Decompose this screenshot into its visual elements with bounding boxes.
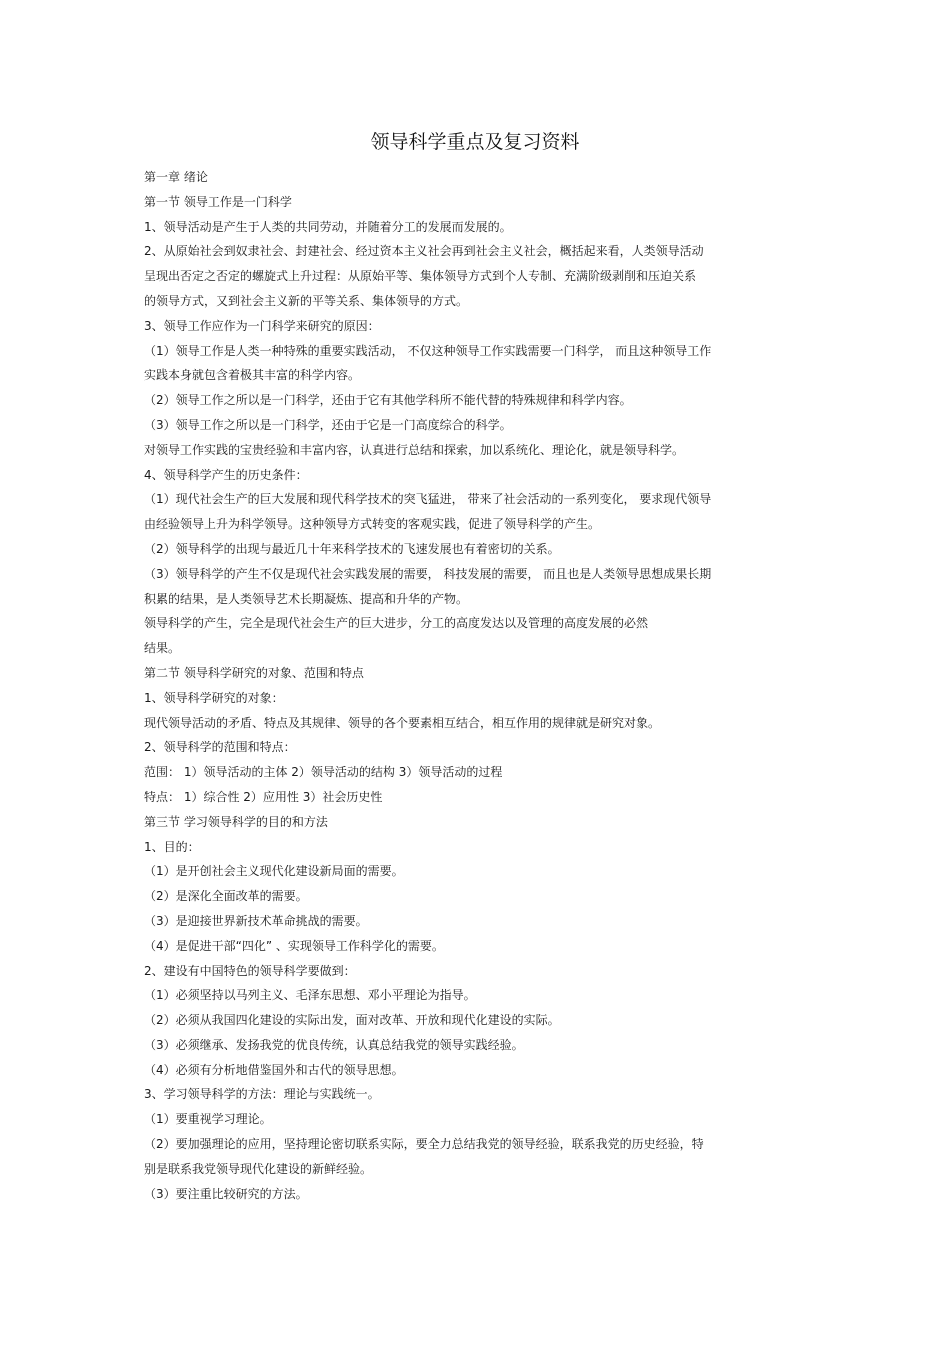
text-line: （4）必须有分析地借鉴国外和古代的领导思想。 [144,1062,404,1077]
text-line: （1）必须坚持以马列主义、毛泽东思想、邓小平理论为指导。 [144,988,476,1003]
document-title: 领导科学重点及复习资料 [370,131,580,153]
text-line: （2）是深化全面改革的需要。 [144,889,308,904]
text-line: 第一章 绪论 [144,170,208,184]
text-line: （3）是迎接世界新技术革命挑战的需要。 [144,913,368,928]
text-line: 别是联系我党领导现代化建设的新鲜经验。 [144,1161,373,1176]
text-line: （3）领导科学的产生不仅是现代社会实践发展的需要， 科技发展的需要， 而且也是人类领导思想成果长期 [144,566,712,581]
text-line: 1、领导科学研究的对象： [144,690,284,705]
text-line: 4、领导科学产生的历史条件： [144,467,308,482]
text-line: 3、领导工作应作为一门科学来研究的原因： [144,318,380,333]
text-line: 3、学习领导科学的方法：理论与实践统一。 [144,1087,380,1102]
text-line: 积累的结果，是人类领导艺术长期凝炼、提高和升华的产物。 [144,591,469,606]
text-line: （1）现代社会生产的巨大发展和现代科学技术的突飞猛进， 带来了社会活动的一系列变化， 要求现代领导 [144,492,712,507]
text-line: （2）领导科学的出现与最近几十年来科学技术的飞速发展也有着密切的关系。 [144,541,560,556]
text-line: 由经验领导上升为科学领导。这种领导方式转变的客观实践，促进了领导科学的产生。 [144,517,601,532]
text-line: （3）要注重比较研究的方法。 [144,1186,308,1201]
text-line: 的领导方式，又到社会主义新的平等关系、集体领导的方式。 [144,293,469,308]
text-line: 对领导工作实践的宝贵经验和丰富内容，认真进行总结和探索，加以系统化、理论化，就是领导科学。 [144,442,685,457]
text-line: 范围： 1）领导活动的主体 2）领导活动的结构 3）领导活动的过程 [144,765,503,780]
text-line: 特点： 1）综合性 2）应用性 3）社会历史性 [144,789,383,804]
text-line: 呈现出否定之否定的螺旋式上升过程：从原始平等、集体领导方式到个人专制、充满阶级剥削和压迫关系 [144,269,697,284]
text-line: 第二节 领导科学研究的对象、范围和特点 [144,665,364,680]
text-line: （1）是开创社会主义现代化建设新局面的需要。 [144,864,404,879]
text-line: 第一节 领导工作是一门科学 [144,194,292,209]
text-line: 2、从原始社会到奴隶社会、封建社会、经过资本主义社会再到社会主义社会，概括起来看，人类领导活动 [144,244,704,259]
text-line: （1）要重视学习理论。 [144,1112,272,1127]
text-line: 第三节 学习领导科学的目的和方法 [144,814,328,829]
text-line: （2）必须从我国四化建设的实际出发，面对改革、开放和现代化建设的实际。 [144,1013,560,1028]
text-line: （3）必须继承、发扬我党的优良传统，认真总结我党的领导实践经验。 [144,1037,524,1052]
text-line: （3）领导工作之所以是一门科学，还由于它是一门高度综合的科学。 [144,417,512,432]
text-line: （4）是促进干部“四化” 、实现领导工作科学化的需要。 [144,938,444,953]
text-line: 领导科学的产生，完全是现代社会生产的巨大进步，分工的高度发达以及管理的高度发展的必然 [144,616,649,631]
text-line: 2、领导科学的范围和特点： [144,740,296,755]
text-line: 2、建设有中国特色的领导科学要做到： [144,963,356,978]
text-line: （2）要加强理论的应用，坚持理论密切联系实际，要全力总结我党的领导经验，联系我党的历史经验，特 [144,1137,704,1152]
text-line: 现代领导活动的矛盾、特点及其规律、领导的各个要素相互结合，相互作用的规律就是研究对象。 [144,715,661,730]
document-body [144,165,810,1206]
text-line: 1、目的： [144,839,200,854]
text-line: 实践本身就包含着极其丰富的科学内容。 [144,368,361,383]
text-line: 1、领导活动是产生于人类的共同劳动，并随着分工的发展而发展的。 [144,219,512,234]
text-line: （1）领导工作是人类一种特殊的重要实践活动， 不仅这种领导工作实践需要一门科学， 而且这种领导工作 [144,343,712,358]
text-line: （2）领导工作之所以是一门科学，还由于它有其他学科所不能代替的特殊规律和科学内容。 [144,393,632,408]
text-line: 结果。 [144,641,181,656]
